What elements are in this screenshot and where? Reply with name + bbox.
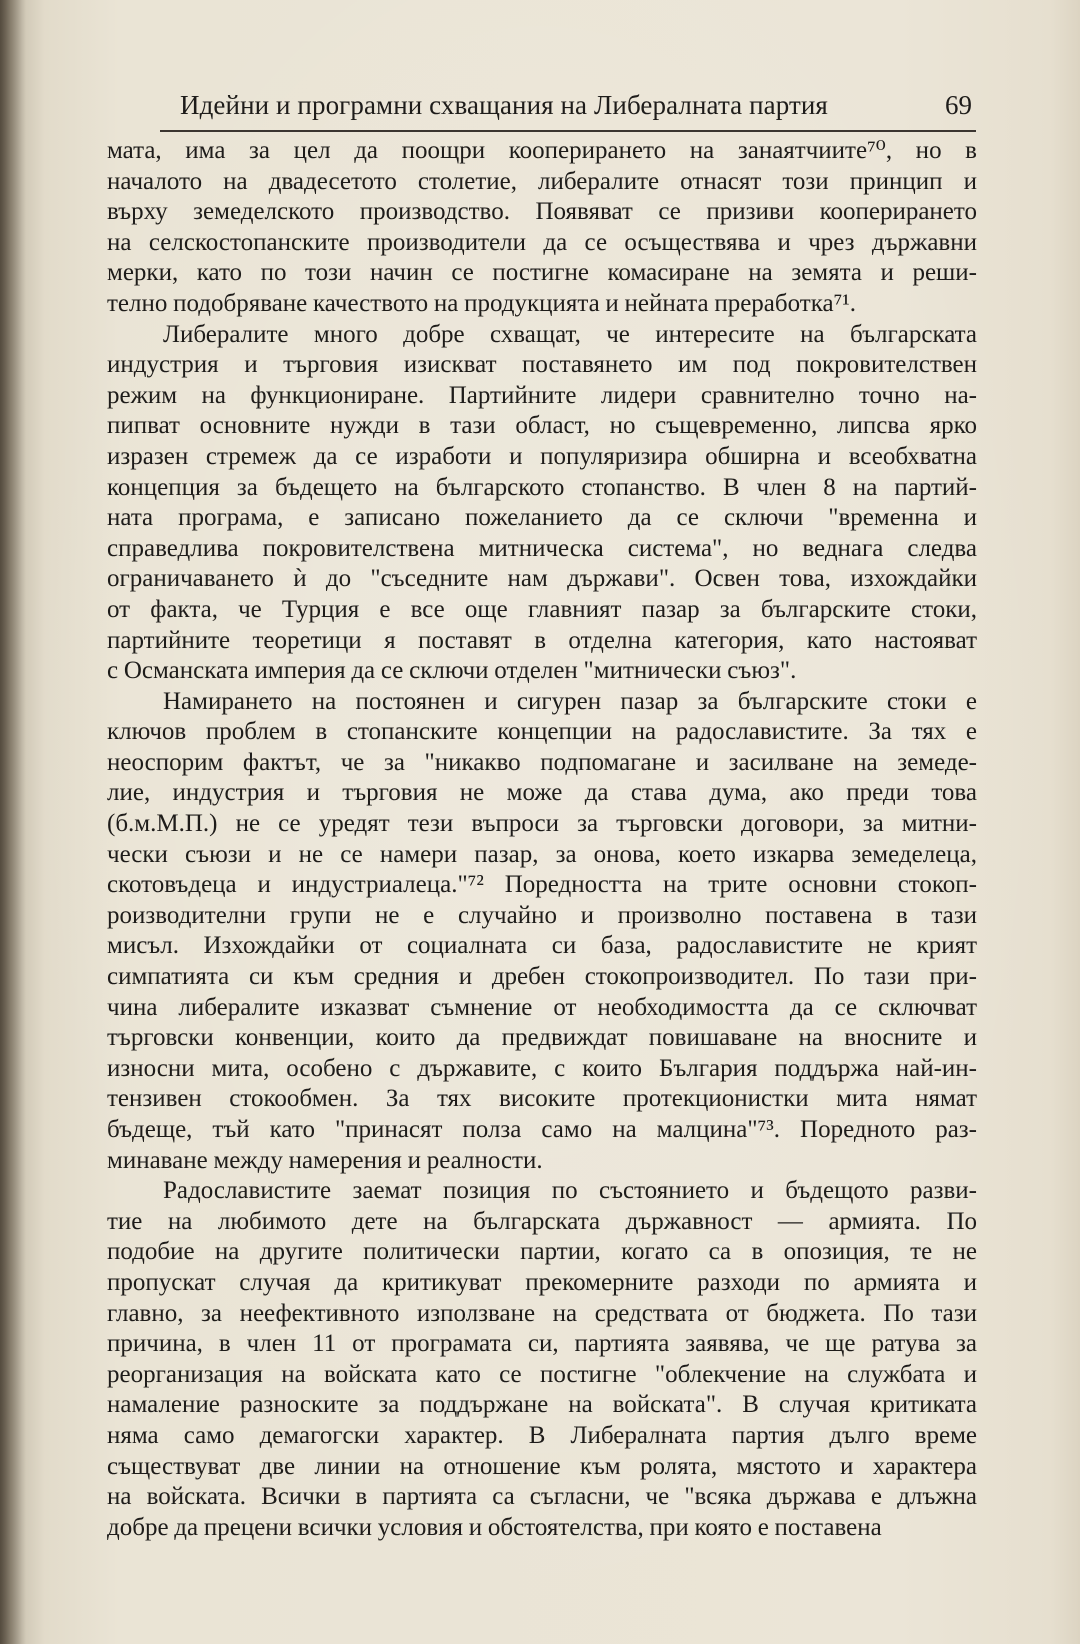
running-head: Идейни и програмни схващания на Либералната партия [180,90,828,120]
paragraph [107,687,977,1177]
page-header [160,84,976,132]
paragraph [107,320,977,687]
text-line: от факта, че Турция е все още главният пазар за българските стоки, [107,595,977,623]
text-line: пипват основните нужди в тази област, но същевременно, липсва ярко [107,412,977,440]
text-line: реорганизация на войската като се постигне "облекчение на службата и [107,1360,977,1388]
text-line: концепция за бъдещето на българското стопанство. В член 8 на партий- [107,473,977,501]
text-line: мисъл. Изхождайки от социалната си база, радославистите не крият [107,932,977,960]
text-line: износни мита, особено с държавите, с които България поддържа най-ин- [107,1054,977,1082]
text-line: на селскостопанските производители да се осъществява и чрез държавни [107,228,977,256]
text-line: на войската. Всички в партията са съгласни, че "всяка държава е длъжна [107,1483,977,1511]
text-line: бъдеще, тъй като "принасят полза само на малцина"⁷³. Поредното раз- [107,1116,977,1143]
text-line: лие, индустрия и търговия не може да става дума, ако преди това [107,779,977,807]
text-line: главно, за неефективното използване на средствата от бюджета. По тази [107,1299,977,1327]
text-line: добре да прецени всички условия и обстоятелства, при която е поставена [107,1513,882,1541]
text-line: партийните теоретици я поставят в отделна категория, като настояват [107,626,977,654]
paragraph [107,1176,977,1543]
text-line: роизводителни групи не е случайно и произволно поставена в тази [107,901,977,929]
header-rule [160,130,976,132]
text-line: подобие на другите политически партии, когато са в опозиция, те не [107,1238,977,1266]
text-line: изразен стремеж да се изработи и популяризира обширна и всеобхватна [107,442,977,470]
text-line: чески съюзи и не се намери пазар, за онова, което изкарва земеделеца, [107,840,977,868]
text-line: началото на двадесетото столетие, либералите отнасят този принцип и [107,167,977,195]
text-line: минаване между намерения и реалности. [107,1146,543,1174]
text-line: (б.м.М.П.) не се уредят тези въпроси за търговски договори, за митни- [107,810,977,838]
text-line: режим на функциониране. Партийните лидери сравнително точно на- [107,381,977,409]
paragraph [107,136,977,320]
text-line: тие на любимото дете на българската държавност — армията. По [107,1207,977,1235]
text-line: търговски конвенции, които да предвиждат повишаване на вносните и [107,1024,977,1052]
text-line: справедлива покровителствена митническа система", но веднага следва [107,534,977,562]
text-line: ограничаването ѝ до "съседните нам държави". Освен това, изхождайки [107,565,977,593]
text-line: с Османската империя да се сключи отделен "митнически съюз". [107,657,797,685]
text-line: телно подобряване качеството на продукцията и нейната преработка⁷¹. [107,289,857,317]
text-line: мата, има за цел да поощри кооперирането на занаятчиите⁷⁰, но в [107,137,977,164]
text-line: съществуват две линии на отношение към ролята, мястото и характера [107,1452,977,1480]
text-line: няма само демагогски характер. В Либералната партия дълго време [107,1421,977,1449]
text-line: ната програма, е записано пожеланието да се сключи "временна и [107,504,977,532]
text-line: ключов проблем в стопанските концепции на радославистите. За тях е [107,718,977,746]
text-line: върху земеделското производство. Появяват се призиви кооперирането [107,198,977,226]
text-line: чина либералите изказват съмнение от необходимостта да се сключват [107,993,977,1021]
text-line: пропускат случая да критикуват прекомерните разходи по армията и [107,1268,977,1296]
text-line: мерки, като по този начин се постигне комасиране на земята и реши- [107,259,977,287]
text-line: неоспорим фактът, че за "никакво подпомагане и засилване на земеде- [107,748,977,776]
text-line: причина, в член 11 от програмата си, партията заявява, че ще ратува за [107,1330,977,1358]
text-line: Радославистите заемат позиция по състоянието и бъдещото разви- [163,1177,977,1205]
page-number: 69 [945,90,972,120]
text-line: симпатията си към средния и дребен стокопроизводител. По тази при- [107,963,977,991]
text-line: индустрия и търговия изискват поставянето им под покровителствен [107,351,977,379]
text-line: намаление разноските за поддържане на войската". В случая критиката [107,1391,977,1419]
text-line: скотовъдеца и индустриалеца."⁷² Поредността на трите основни стокоп- [107,871,977,899]
text-line: Намирането на постоянен и сигурен пазар за българските стоки е [163,687,977,715]
body-text [107,136,977,1543]
text-line: Либералите много добре схващат, че интересите на българската [163,320,977,348]
spine-shadow [0,0,26,1644]
text-line: тензивен стокообмен. За тях високите протекционистки мита нямат [107,1085,977,1113]
